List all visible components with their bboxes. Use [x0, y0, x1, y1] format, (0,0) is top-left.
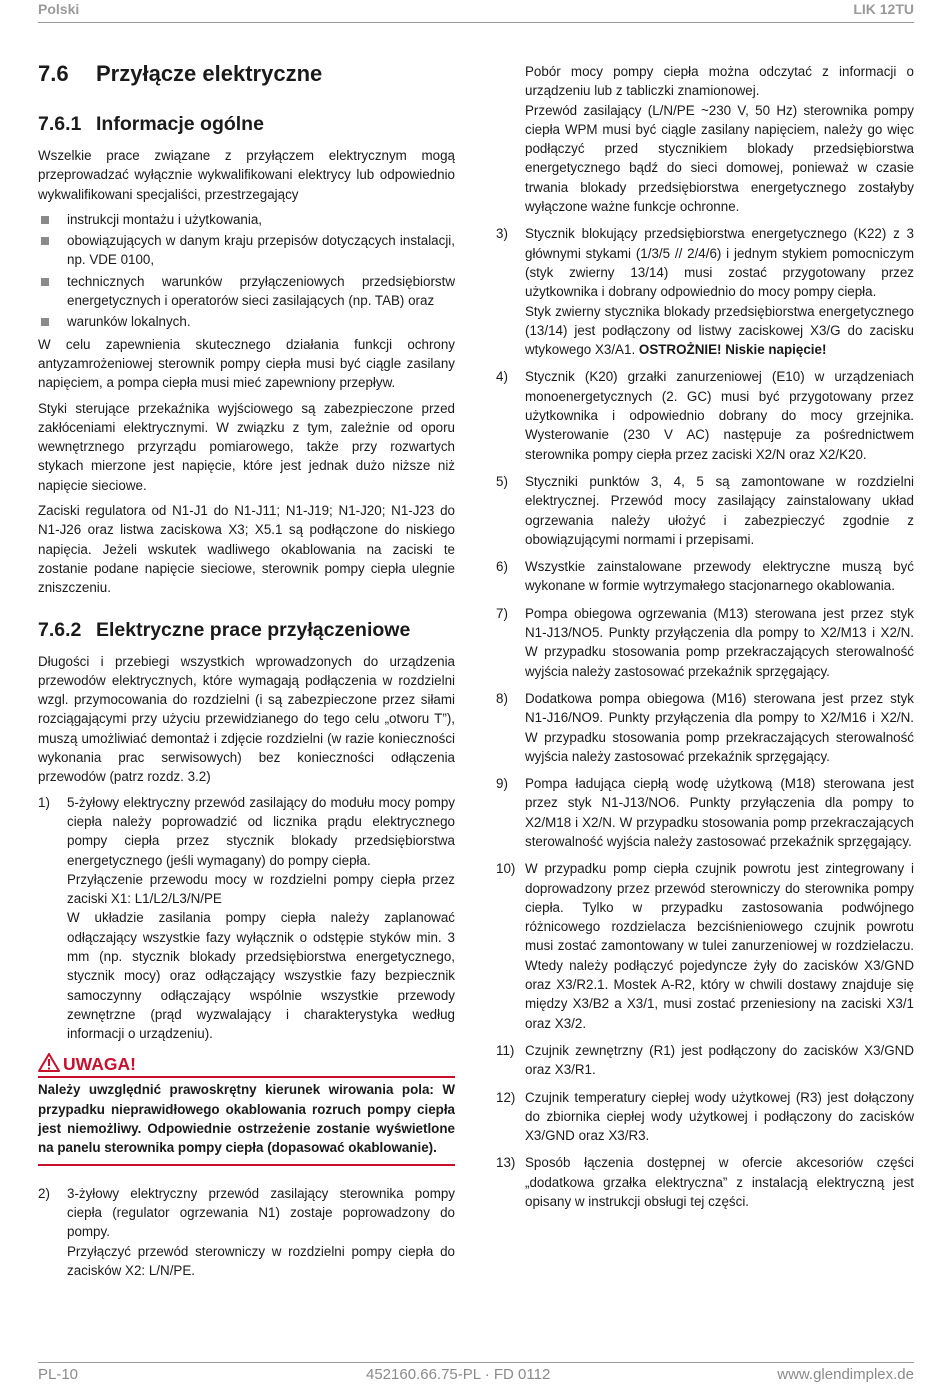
paragraph: Styki sterujące przekaźnika wyjściowego są zabezpieczone przed zakłóceniami elektrycznymi. W związku z tym, zależnie od oporu wewnętrznego przyrządu pomiarowego, także przy rozwartych stykach mierzone jest napięcie, które jest jednak dużo niższe niż napięcie sieciowe.	[38, 400, 455, 493]
subsection-heading-connection: 7.6.2 Elektryczne prace przyłączeniowe	[38, 618, 411, 641]
numbered-list	[38, 793, 455, 1044]
item-number: 11)	[496, 1042, 515, 1058]
item-text: Stycznik (K20) grzałki zanurzeniowej (E10) w urządzeniach monoenergetycznych (2. GC) musi być przygotowany przez użytkownika i odpowiednio dobrany do mocy grzejnika. Wysterowanie (230 V AC) następuje za pośrednictwem sterownika pompy ciepła przez zaciski X2/N oraz X2/K20.	[525, 369, 914, 462]
list-item: obowiązujących w danym kraju przepisów dotyczących instalacji, np. VDE 0100,	[38, 231, 455, 270]
item-text: Styk zwierny stycznika blokady przedsiębiorstwa energetycznego (13/14) jest podłączony od listwy zaciskowej X3/G do zacisku wtykowego X3/A1. OSTROŻNIE! Niskie napięcie!	[525, 303, 914, 358]
paragraph: Długości i przebiegi wszystkich wprowadzonych do urządzenia przewodów elektrycznych, które wymagają podłączenia w rozdzielni wzgl. przymocowania do rozdzielni (i są zabezpieczone przez siłami rozciągającymi przy użyciu przewidzianego do tego celu „otworu T”), muszą umożliwiać demontaż i zdjęcie rozdzielni (w razie konieczności wykonania prac serwisowych) bez konieczności odłączenia przewodów (patrz rozdz. 3.2)	[38, 653, 455, 785]
list-item	[496, 1153, 914, 1211]
page-footer	[38, 1362, 914, 1387]
item-number: 5)	[496, 473, 508, 489]
list-item	[38, 793, 455, 1044]
item-number: 1)	[38, 794, 50, 810]
item-number: 6)	[496, 559, 508, 575]
list-item	[38, 1184, 455, 1280]
warning-triangle-icon	[38, 1053, 60, 1072]
list-item	[496, 472, 914, 549]
item-text: 5-żyłowy elektryczny przewód zasilający do modułu mocy pompy ciepła należy poprowadzić od licznika prądu elektrycznego pompy ciepła przez stycznik blokady przedsiębiorstwa energetycznego (jeśli wymagany) do pompy ciepła.	[67, 794, 455, 868]
header-language: Polski	[38, 1, 80, 17]
page-header	[38, 0, 914, 23]
list-item	[496, 1088, 914, 1146]
paragraph: Pobór mocy pompy ciepła można odczytać z informacji o urządzeniu lub z tabliczki znamionowej.	[525, 64, 914, 99]
document-code: 452160.66.75-PL · FD 0112	[366, 1366, 551, 1383]
list-item	[496, 774, 914, 851]
item-text: Dodatkowa pompa obiegowa (M16) sterowana jest przez styk N1-J16/NO9. Punkty przyłączenia dla pompy to X2/M16 i X2/N. W przypadku stosowania pomp przekraczających sterowalność wyjścia należy zastosować przekaźnik sprzęgający.	[525, 690, 914, 764]
list-item: warunków lokalnych.	[38, 312, 455, 331]
list-item: instrukcji montażu i użytkowania,	[38, 210, 455, 229]
item-number: 13)	[496, 1155, 516, 1171]
numbered-list	[38, 1184, 455, 1280]
list-item	[496, 1041, 914, 1080]
numbered-list	[496, 224, 914, 1211]
bullet-list	[38, 210, 455, 332]
item-text: Stycznik blokujący przedsiębiorstwa energetycznego (K22) z 3 głównymi stykami (1/3/5 // 2/4/6) i jednym stykiem pomocniczym (styk zwierny 13/14) musi zostać przygotowany przez użytkownika i dobrany odpowiednio do mocy pompy ciepła.	[525, 226, 914, 300]
item-text: Styczniki punktów 3, 4, 5 są zamontowane w rozdzielni elektrycznej. Przewód mocy zasilający zainstalowany układ ogrzewania należy ułożyć i zabezpieczyć zgodnie z obowiązującymi normami i przepisami.	[525, 473, 914, 547]
item-text: W przypadku pomp ciepła czujnik powrotu jest zintegrowany i doprowadzony przez przewód sterowniczy do sterownika pompy ciepła. Tylko w przypadku zastosowania podwójnego różnicowego rozdzielacza bezciśnieniowego czujnik powrotu musi zostać zamontowany w tulei zanurzeniowej w rozdzielaczu. Wtedy należy podłączyć pojedyncze żyły do zacisków X3/GND oraz X3/R2.1. Mostek A-R2, który w chwili dostawy znajduje się między X3/B2 a X3/1, musi zostać przeniesiony na zaciski X3/1 oraz X3/2.	[525, 861, 914, 1031]
list-item	[496, 224, 914, 359]
list-item	[496, 367, 914, 463]
item-text: W układzie zasilania pompy ciepła należy zaplanować odłączający wszystkie fazy wyłącznik o odstępie styków min. 3 mm (np. stycznik blokady przedsiębiorstwa energetycznego, stycznik mocy) oraz odłączający wszystkie fazy bezpiecznik samoczynny odłączający wspólnie wszystkie przewody zewnętrzne (prąd wyzwalający i charakterystyka według informacji o urządzeniu).	[67, 910, 455, 1042]
item-text: Pompa ładująca ciepłą wodę użytkową (M18) sterowana jest przez styk N1-J13/NO6. Punkty przyłączenia dla pompy to X2/M18 i X2/N. W przypadku stosowania pomp przekraczających sterowalność wyjścia należy zastosować przekaźnik sprzęgający.	[525, 776, 914, 849]
item-text: 3-żyłowy elektryczny przewód zasilający sterownika pompy ciepła (regulator ogrzewania N1) zostaje poprowadzony do pompy.	[67, 1185, 455, 1240]
warning-title: UWAGA!	[38, 1053, 455, 1078]
item-number: 9)	[496, 776, 508, 792]
item-number: 12)	[496, 1089, 516, 1105]
list-item: technicznych warunków przyłączeniowych przedsiębiorstw energetycznych i operatorów sieci zasilających (np. TAB) oraz	[38, 272, 455, 311]
item-text: Wszystkie zainstalowane przewody elektryczne muszą być wykonane w formie wytrzymałego stacjonarnego okablowania.	[525, 559, 914, 594]
item-number: 8)	[496, 690, 508, 706]
list-item	[496, 557, 914, 596]
warning-box	[38, 1053, 455, 1165]
list-item	[496, 604, 914, 681]
item-number: 2)	[38, 1185, 50, 1201]
item-text: Czujnik temperatury ciepłej wody użytkowej (R3) jest dołączony do zbiornika ciepłej wody użytkowej i podłączony do zacisków X3/GND oraz X3/R3.	[525, 1089, 914, 1144]
subsection-heading-general: 7.6.1 Informacje ogólne	[38, 113, 264, 135]
paragraph: W celu zapewnienia skutecznego działania funkcji ochrony antyzamrożeniowej sterownik pompy ciepła musi być ciągle zasilany napięciem, a pompa ciepła musi mieć zapewniony przepływ.	[38, 336, 455, 391]
item-text: Przyłączenie przewodu mocy w rozdzielni pompy ciepła przez zaciski X1: L1/L2/L3/N/PE	[67, 871, 455, 907]
website-link: www.glendimplex.de	[777, 1366, 914, 1383]
item-number: 4)	[496, 369, 508, 385]
item-text: Sposób łączenia dostępnej w ofercie akcesoriów części „dodatkowa grzałka elektryczna” z instalacją elektryczną jest opisany w instrukcji obsługi tej części.	[525, 1155, 914, 1210]
right-column	[496, 62, 914, 1219]
header-model: LIK 12TU	[853, 1, 914, 17]
item-number: 10)	[496, 861, 516, 877]
item-text: Czujnik zewnętrzny (R1) jest podłączony do zacisków X3/GND oraz X3/R1.	[525, 1042, 914, 1078]
item-text: Pompa obiegowa ogrzewania (M13) sterowana jest przez styk N1-J13/NO5. Punkty przyłączenia dla pompy to X2/M13 i X2/N. W przypadku stosowania pomp przekraczających sterowalność wyjścia należy zastosować przekaźnik sprzęgający.	[525, 605, 914, 679]
continuation-block	[496, 62, 914, 216]
caution-text: OSTROŻNIE! Niskie napięcie!	[638, 342, 827, 358]
item-text: Przyłączyć przewód sterowniczy w rozdzielni pompy ciepła do zacisków X2: L/N/PE.	[67, 1243, 455, 1278]
list-item	[496, 689, 914, 766]
paragraph: Przewód zasilający (L/N/PE ~230 V, 50 Hz) sterownika pompy ciepła WPM musi być ciągle zasilany napięciem, należy go więc podłączyć przed stycznikiem blokady przedsiębiorstwa energetycznego bądź do sieci domowej, ponieważ w czasie trwania blokady przedsiębiorstwa energetycznego zostałyby wyłączone ważne funkcje ochronne.	[525, 102, 914, 215]
item-number: 3)	[496, 226, 508, 242]
section-heading: 7.6 Przyłącze elektryczne	[38, 61, 323, 86]
page-number: PL-10	[38, 1366, 79, 1383]
paragraph: Wszelkie prace związane z przyłączem elektrycznym mogą przeprowadzać wyłącznie wykwalifikowani elektrycy lub odpowiednio wykwalifikowani specjaliści, przestrzegający	[38, 148, 455, 202]
left-column	[38, 60, 455, 1288]
list-item	[496, 859, 914, 1033]
warning-text: Należy uwzględnić prawoskrętny kierunek wirowania pola: W przypadku nieprawidłowego okablowania rozruch pompy ciepła jest niemożliwy. Odpowiednie ostrzeżenie zostanie wyświetlone na panelu sterownika pompy ciepła (dopasować okablowanie).	[38, 1078, 455, 1165]
paragraph: Zaciski regulatora od N1-J1 do N1-J11; N1-J19; N1-J20; N1-J23 do N1-J26 oraz listwa zaciskowa X3; X5.1 są podłączone do niskiego napięcia. Jeżeli wskutek wadliwego okablowania na zaciski te zostanie podane napięcie sieciowe, sterownik pompy ciepła ulegnie zniszczeniu.	[38, 503, 455, 596]
item-number: 7)	[496, 605, 508, 621]
